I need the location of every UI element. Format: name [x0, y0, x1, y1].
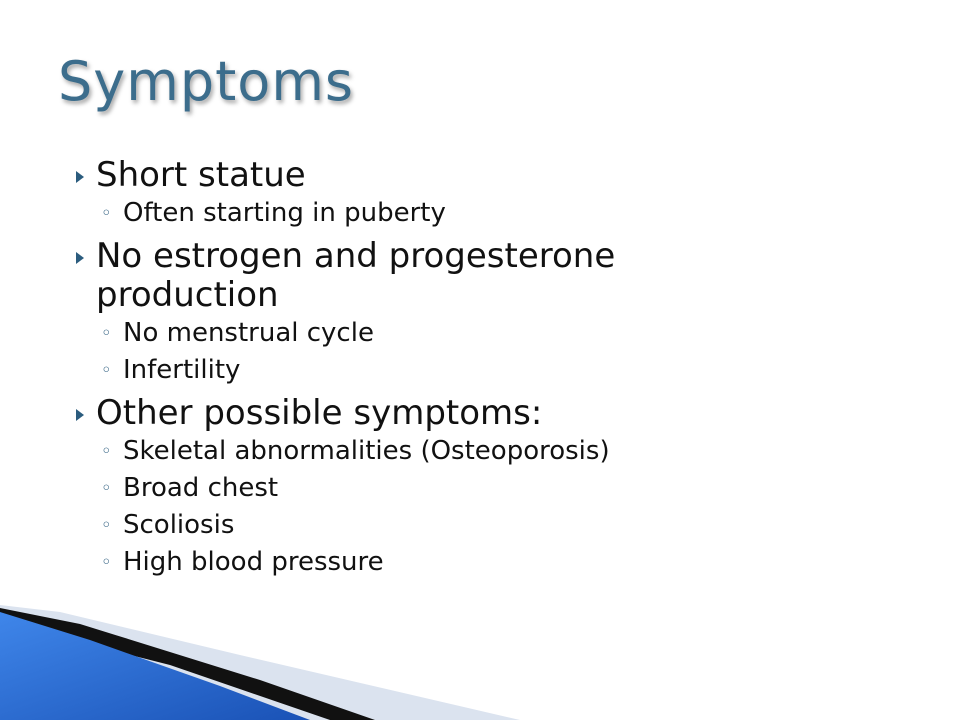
circle-bullet-icon: ◦ [101, 515, 112, 536]
circle-bullet-icon: ◦ [101, 441, 112, 462]
circle-bullet-icon: ◦ [101, 360, 112, 381]
circle-bullet-icon: ◦ [101, 478, 112, 499]
sub-bullet-text: Scoliosis [123, 510, 235, 540]
triangle-bullet-icon [76, 252, 84, 264]
sub-bullet-text: High blood pressure [123, 547, 384, 577]
circle-bullet-icon: ◦ [101, 203, 112, 224]
sub-bullet-item [72, 433, 692, 470]
sub-bullet-item [72, 507, 692, 544]
bullet-item [72, 156, 692, 195]
bullet-list [72, 150, 692, 581]
bullet-item [72, 237, 692, 315]
sub-bullet-text: Broad chest [123, 473, 279, 503]
sub-bullet-text: Skeletal abnormalities (Osteoporosis) [123, 436, 610, 466]
bullet-text: Short statue [96, 155, 306, 195]
sub-bullet-item [72, 195, 692, 232]
sub-bullet-item [72, 352, 692, 389]
bullet-item [72, 394, 692, 433]
circle-bullet-icon: ◦ [101, 323, 112, 344]
sub-bullet-text: Infertility [123, 355, 241, 385]
triangle-bullet-icon [76, 171, 84, 183]
sub-bullet-item [72, 544, 692, 581]
sub-bullet-text: Often starting in puberty [123, 198, 446, 228]
bullet-text: No estrogen and progesterone production [96, 236, 616, 315]
sub-bullet-text: No menstrual cycle [123, 318, 374, 348]
slide-title: Symptoms [58, 50, 355, 113]
circle-bullet-icon: ◦ [101, 552, 112, 573]
sub-bullet-item [72, 315, 692, 352]
bullet-text: Other possible symptoms: [96, 393, 543, 433]
triangle-bullet-icon [76, 409, 84, 421]
sub-bullet-item [72, 470, 692, 507]
